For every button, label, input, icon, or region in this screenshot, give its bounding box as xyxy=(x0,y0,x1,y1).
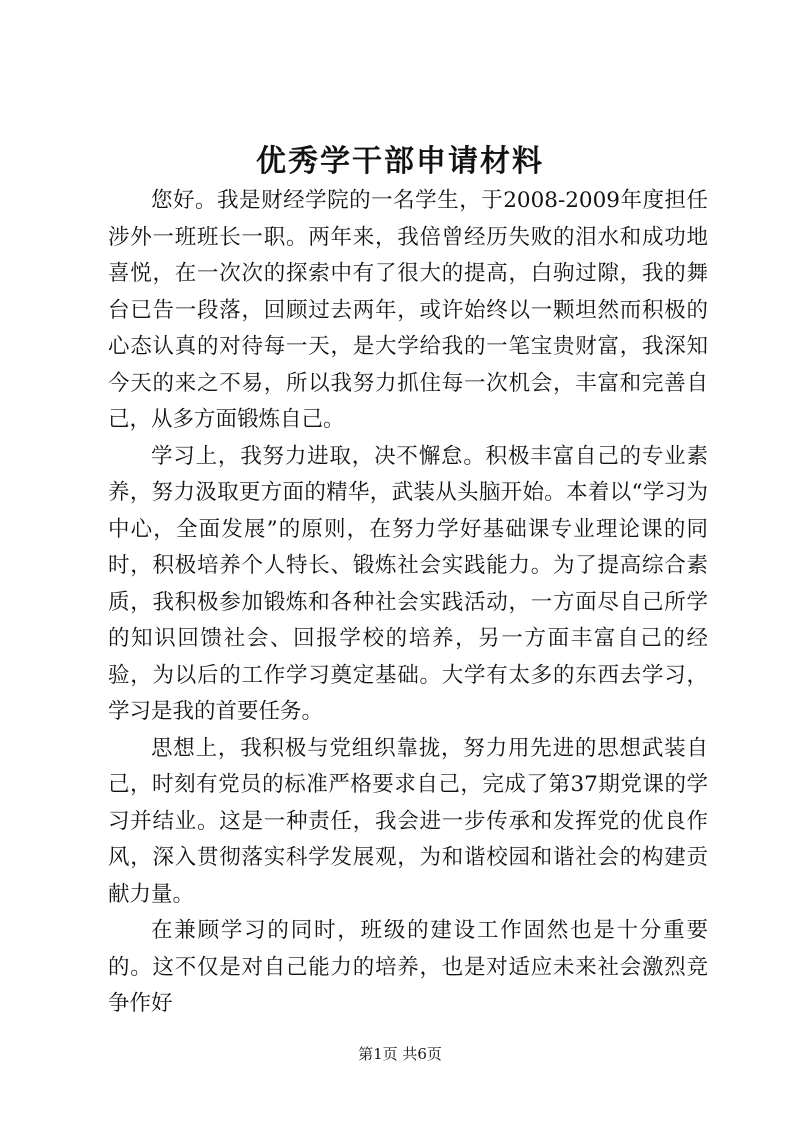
document-body xyxy=(108,183,708,1023)
paragraph-ideology: 思想上，我积极与党组织靠拢，努力用先进的思想武装自己，时刻有党员的标准严格要求自己，完成了第37期党课的学习并结业。这是一种责任，我会进一步传承和发挥党的优良作风，深入贯彻落实科学发展观，为和谐校园和谐社会的构建贡献力量。 xyxy=(108,735,708,907)
paragraph-intro: 您好。我是财经学院的一名学生，于2008-2009年度担任涉外一班班长一职。两年来，我倍曾经历失败的泪水和成功地喜悦，在一次次的探索中有了很大的提高，白驹过隙，我的舞台已告一段落，回顾过去两年，或许始终以一颗坦然而积极的心态认真的对待每一天，是大学给我的一笔宝贵财富，我深知今天的来之不易，所以我努力抓住每一次机会，丰富和完善自己，从多方面锻炼自己。 xyxy=(108,188,708,432)
page-footer: 第1页 共6页 xyxy=(358,1045,442,1063)
paragraph-class-work: 在兼顾学习的同时，班级的建设工作固然也是十分重要的。这不仅是对自己能力的培养，也是对适应未来社会激烈竞争作好 xyxy=(108,918,708,1016)
document-title: 优秀学干部申请材料 xyxy=(256,144,544,179)
paragraph-study: 学习上，我努力进取，决不懈怠。积极丰富自己的专业素养，努力汲取更方面的精华，武装从头脑开始。本着以“学习为中心，全面发展”的原则，在努力学好基础课专业理论课的同时，积极培养个人特长、锻炼社会实践能力。为了提高综合素质，我积极参加锻炼和各种社会实践活动，一方面尽自己所学的知识回馈社会、回报学校的培养，另一方面丰富自己的经验，为以后的工作学习奠定基础。大学有太多的东西去学习，学习是我的首要任务。 xyxy=(108,443,708,724)
